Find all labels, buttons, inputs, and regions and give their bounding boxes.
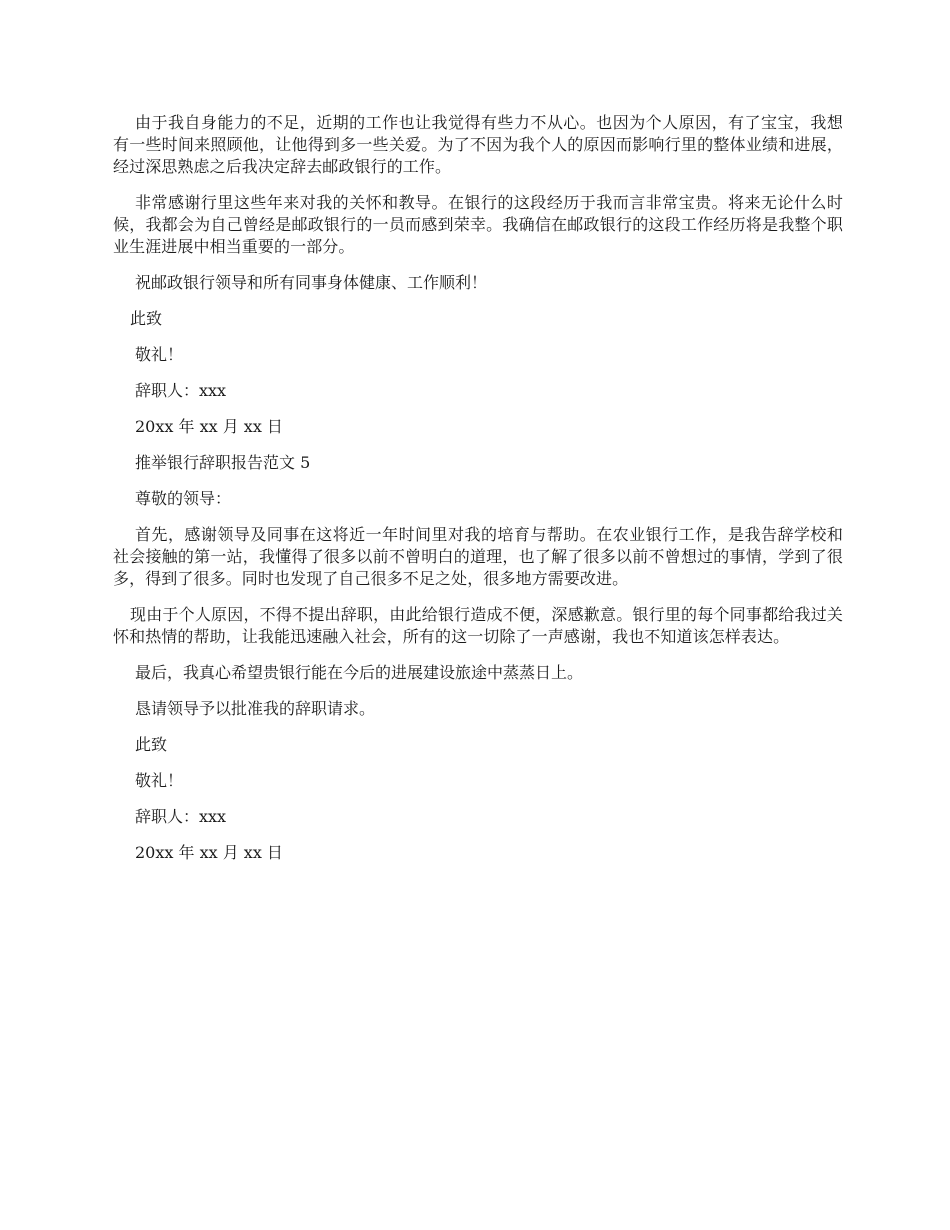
closing-cizhi-2: 此致: [135, 735, 168, 754]
closing-jingli-2: 敬礼！: [135, 771, 184, 790]
salutation: 尊敬的领导：: [135, 489, 232, 508]
section-title: 推举银行辞职报告范文 5: [135, 453, 311, 472]
paragraph-gratitude: 首先，感谢领导及同事在这将近一年时间里对我的培育与帮助。在农业银行工作，是我告辞学校和社会接触的第一站，我懂得了很多以前不曾明白的道理，也了解了很多以前不曾想过的事情，学到了很多，得到了很多。同时也发现了自己很多不足之处，很多地方需要改进。: [113, 525, 843, 588]
date-line-2: 20xx 年 xx 月 xx 日: [135, 843, 283, 862]
paragraph-resignation: 现由于个人原因，不得不提出辞职，由此给银行造成不便，深感歉意。银行里的每个同事都给我过关怀和热情的帮助，让我能迅速融入社会，所有的这一切除了一声感谢，我也不知道该怎样表达。: [113, 605, 843, 646]
date-line: 20xx 年 xx 月 xx 日: [135, 417, 283, 436]
paragraph-thanks: 非常感谢行里这些年来对我的关怀和教导。在银行的这段经历于我而言非常宝贵。将来无论什么时候，我都会为自己曾经是邮政银行的一员而感到荣幸。我确信在邮政银行的这段工作经历将是我整个职业生涯进展中相当重要的一部分。: [113, 193, 843, 256]
signer-line: 辞职人：xxx: [135, 381, 227, 400]
closing-jingli: 敬礼！: [135, 345, 184, 364]
paragraph-hope: 最后，我真心希望贵银行能在今后的进展建设旅途中蒸蒸日上。: [135, 663, 584, 682]
signer-line-2: 辞职人：xxx: [135, 807, 227, 826]
paragraph-wishes: 祝邮政银行领导和所有同事身体健康、工作顺利！: [135, 273, 488, 292]
closing-cizhi: 此致: [130, 309, 163, 328]
paragraph-reason: 由于我自身能力的不足，近期的工作也让我觉得有些力不从心。也因为个人原因，有了宝宝，我想有一些时间来照顾他，让他得到多一些关爱。为了不因为我个人的原因而影响行里的整体业绩和进展，经过深思熟虑之后我决定辞去邮政银行的工作。: [113, 113, 843, 176]
document-page: [113, 112, 843, 878]
paragraph-request: 恳请领导予以批准我的辞职请求。: [135, 699, 376, 718]
